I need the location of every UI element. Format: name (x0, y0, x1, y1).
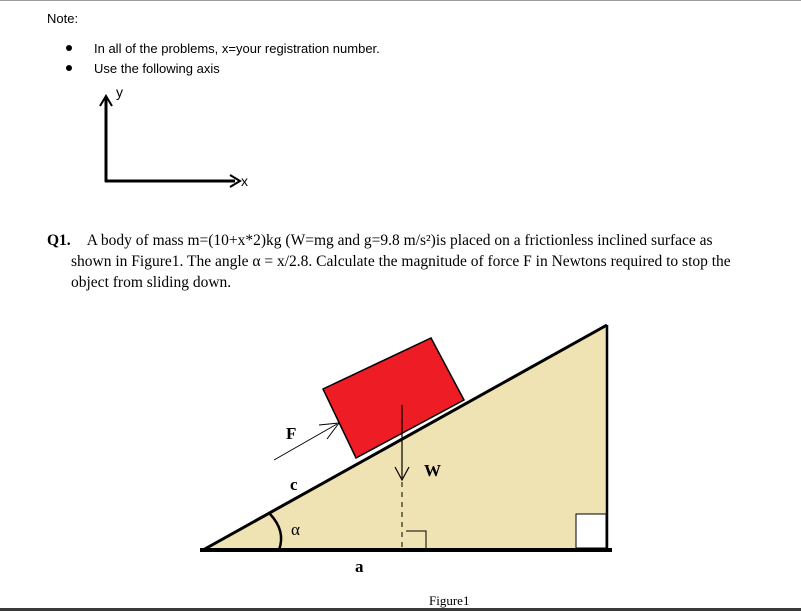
question-number: Q1. (47, 232, 71, 249)
top-rule (0, 0, 801, 1)
question-line-3: object from sliding down. (71, 274, 232, 291)
bullet-dot (66, 45, 72, 51)
bottom-rule (0, 608, 801, 611)
hypotenuse-label: c (290, 475, 298, 494)
y-axis-label: y (116, 84, 123, 100)
question-line-2: shown in Figure1. The angle α = x/2.8. Calculate the magnitude of force F in Newtons required to stop the (71, 253, 731, 270)
bullet-dot (66, 65, 72, 71)
force-label: F (286, 424, 297, 443)
question-line-1: A body of mass m=(10+x*2)kg (W=mg and g=9.8 m/s²)is placed on a frictionless inclined surface as (86, 232, 713, 249)
question-q1 (47, 230, 767, 293)
x-axis-label: x (241, 173, 248, 189)
axis-diagram (90, 80, 270, 195)
note-heading: Note: (47, 11, 79, 26)
figure-incline (0, 300, 801, 612)
bullet-text: Use the following axis (94, 60, 220, 76)
bullet-text: In all of the problems, x=your registration number. (94, 40, 380, 56)
bullet-item-axis (66, 60, 220, 76)
base-label: a (355, 557, 364, 576)
force-arrow (274, 424, 337, 460)
force-arrowhead (319, 423, 339, 439)
bullet-item-registration (66, 40, 380, 56)
angle-label: α (291, 520, 300, 539)
figure-caption: Figure1 (429, 593, 470, 608)
right-angle-marker (576, 514, 606, 548)
weight-label: W (424, 461, 441, 480)
